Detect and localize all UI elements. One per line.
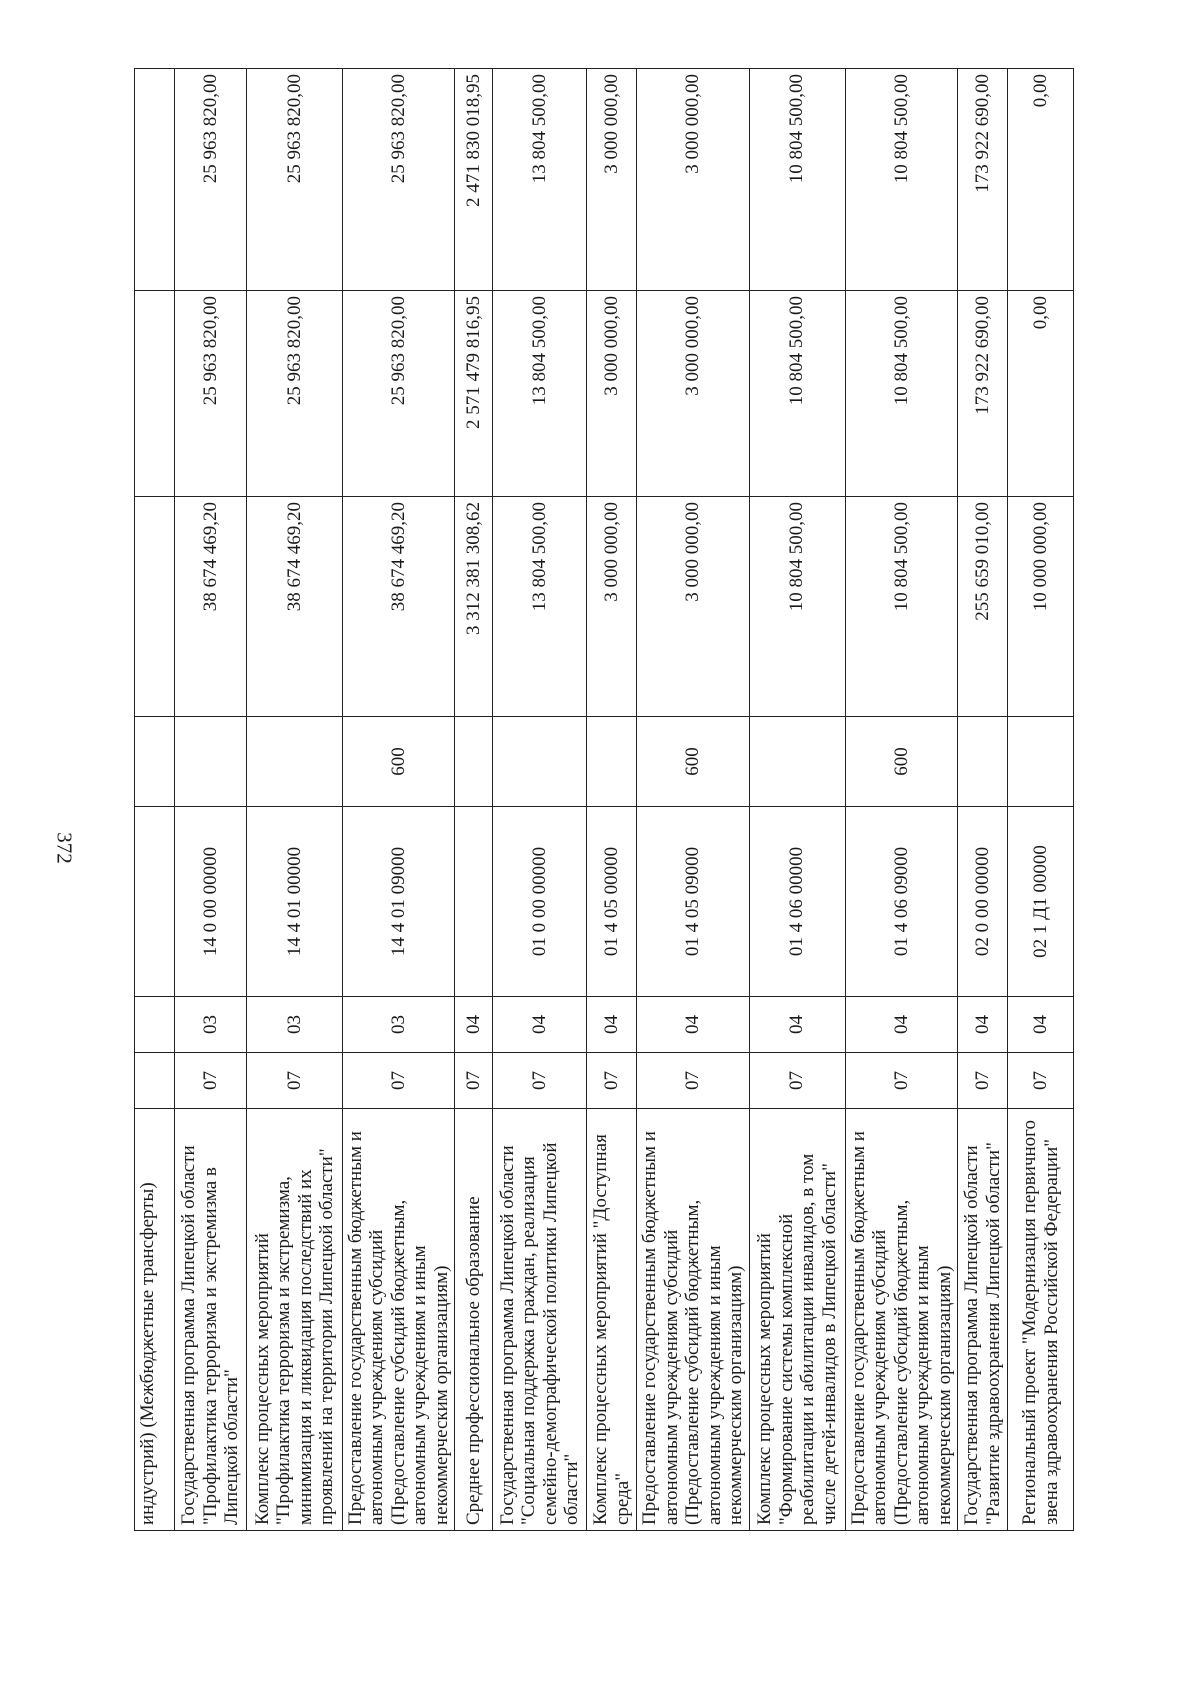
amount-year-2-cell: 3 000 000,00	[637, 291, 749, 497]
target-article-cell: 01 4 05 00000	[587, 807, 637, 997]
amount-year-2-cell: 10 804 500,00	[749, 291, 845, 497]
section-code-cell: 07	[247, 1053, 343, 1109]
target-article-cell: 14 0 00 00000	[175, 807, 247, 997]
row-name-cell: Государственная программа Липецкой области "Социальная поддержка граждан, реализация семейно-демографической политики Липецкой области"	[493, 1109, 587, 1531]
amount-year-2-cell: 25 963 820,00	[247, 291, 343, 497]
section-code-cell: 07	[175, 1053, 247, 1109]
amount-year-3-cell: 10 804 500,00	[749, 69, 845, 291]
row-name-cell: Региональный проект "Модернизация первичного звена здравоохранения Российской Федерации"	[1008, 1109, 1074, 1531]
table-row	[493, 69, 587, 1531]
table-row	[637, 69, 749, 1531]
amount-year-3-cell: 25 963 820,00	[247, 69, 343, 291]
section-code-cell: 07	[343, 1053, 455, 1109]
table-row	[455, 69, 493, 1531]
amount-year-3-cell: 25 963 820,00	[175, 69, 247, 291]
expense-type-cell: 600	[343, 717, 455, 807]
expense-type-cell: 600	[637, 717, 749, 807]
amount-year-1-cell	[135, 497, 175, 717]
section-code-cell: 07	[455, 1053, 493, 1109]
expense-type-cell	[135, 717, 175, 807]
subsection-code-cell: 03	[175, 997, 247, 1053]
expense-type-cell: 600	[845, 717, 957, 807]
subsection-code-cell: 03	[247, 997, 343, 1053]
subsection-code-cell: 04	[455, 997, 493, 1053]
expense-type-cell	[175, 717, 247, 807]
amount-year-3-cell: 10 804 500,00	[845, 69, 957, 291]
row-name-cell: Предоставление государственным бюджетным и автономным учреждениям субсидий (Предоставление субсидий бюджетным, автономным учреждениям и иным некоммерческим организациям)	[845, 1109, 957, 1531]
row-name-cell: Комплекс процессных мероприятий "Профилактика терроризма и экстремизма, минимизация и ликвидация последствий их проявлений на территории Липецкой области"	[247, 1109, 343, 1531]
amount-year-3-cell: 25 963 820,00	[343, 69, 455, 291]
expense-type-cell	[493, 717, 587, 807]
section-code-cell: 07	[845, 1053, 957, 1109]
row-name-cell: Среднее профессиональное образование	[455, 1109, 493, 1531]
target-article-cell: 01 4 06 09000	[845, 807, 957, 997]
subsection-code-cell	[135, 997, 175, 1053]
amount-year-1-cell: 3 000 000,00	[587, 497, 637, 717]
row-name-cell: индустрий) (Межбюджетные трансферты)	[135, 1109, 175, 1531]
section-code-cell: 07	[958, 1053, 1008, 1109]
subsection-code-cell: 03	[343, 997, 455, 1053]
amount-year-2-cell: 3 000 000,00	[587, 291, 637, 497]
table-row	[1008, 69, 1074, 1531]
row-name-cell: Комплекс процессных мероприятий "Формирование системы комплексной реабилитации и абилитации инвалидов, в том числе детей-инвалидов в Липецкой области"	[749, 1109, 845, 1531]
section-code-cell: 07	[1008, 1053, 1074, 1109]
rotated-table-container	[134, 69, 1074, 1531]
row-name-cell: Предоставление государственным бюджетным и автономным учреждениям субсидий (Предоставление субсидий бюджетным, автономным учреждениям и иным некоммерческим организациям)	[343, 1109, 455, 1531]
section-code-cell: 07	[587, 1053, 637, 1109]
amount-year-2-cell	[135, 291, 175, 497]
amount-year-1-cell: 255 659 010,00	[958, 497, 1008, 717]
amount-year-1-cell: 38 674 469,20	[343, 497, 455, 717]
subsection-code-cell: 04	[749, 997, 845, 1053]
amount-year-2-cell: 13 804 500,00	[493, 291, 587, 497]
amount-year-1-cell: 38 674 469,20	[247, 497, 343, 717]
section-code-cell	[135, 1053, 175, 1109]
subsection-code-cell: 04	[845, 997, 957, 1053]
amount-year-2-cell: 0,00	[1008, 291, 1074, 497]
page-number: 372	[52, 832, 77, 864]
row-name-cell: Предоставление государственным бюджетным и автономным учреждениям субсидий (Предоставление субсидий бюджетным, автономным учреждениям и иным некоммерческим организациям)	[637, 1109, 749, 1531]
target-article-cell	[135, 807, 175, 997]
table-row	[175, 69, 247, 1531]
amount-year-3-cell: 173 922 690,00	[958, 69, 1008, 291]
amount-year-3-cell: 3 000 000,00	[637, 69, 749, 291]
amount-year-3-cell: 13 804 500,00	[493, 69, 587, 291]
target-article-cell: 14 4 01 00000	[247, 807, 343, 997]
target-article-cell: 02 0 00 00000	[958, 807, 1008, 997]
amount-year-1-cell: 10 804 500,00	[749, 497, 845, 717]
target-article-cell	[455, 807, 493, 997]
target-article-cell: 01 4 06 00000	[749, 807, 845, 997]
row-name-cell: Государственная программа Липецкой области "Профилактика терроризма и экстремизма в Липецкой области"	[175, 1109, 247, 1531]
row-name-cell: Комплекс процессных мероприятий "Доступная среда"	[587, 1109, 637, 1531]
section-code-cell: 07	[637, 1053, 749, 1109]
subsection-code-cell: 04	[587, 997, 637, 1053]
subsection-code-cell: 04	[637, 997, 749, 1053]
table-body	[135, 69, 1074, 1531]
expense-type-cell	[455, 717, 493, 807]
expense-type-cell	[247, 717, 343, 807]
amount-year-1-cell: 10 804 500,00	[845, 497, 957, 717]
amount-year-1-cell: 3 000 000,00	[637, 497, 749, 717]
subsection-code-cell: 04	[958, 997, 1008, 1053]
expense-type-cell	[958, 717, 1008, 807]
table-row	[845, 69, 957, 1531]
budget-table	[134, 68, 1074, 1531]
expense-type-cell	[587, 717, 637, 807]
amount-year-1-cell: 38 674 469,20	[175, 497, 247, 717]
table-row	[958, 69, 1008, 1531]
table-row	[135, 69, 175, 1531]
target-article-cell: 01 0 00 00000	[493, 807, 587, 997]
section-code-cell: 07	[493, 1053, 587, 1109]
amount-year-3-cell: 2 471 830 018,95	[455, 69, 493, 291]
expense-type-cell	[1008, 717, 1074, 807]
row-name-cell: Государственная программа Липецкой области "Развитие здравоохранения Липецкой области"	[958, 1109, 1008, 1531]
amount-year-1-cell: 3 312 381 308,62	[455, 497, 493, 717]
amount-year-3-cell: 0,00	[1008, 69, 1074, 291]
amount-year-2-cell: 2 571 479 816,95	[455, 291, 493, 497]
amount-year-2-cell: 25 963 820,00	[175, 291, 247, 497]
amount-year-2-cell: 10 804 500,00	[845, 291, 957, 497]
amount-year-1-cell: 13 804 500,00	[493, 497, 587, 717]
subsection-code-cell: 04	[1008, 997, 1074, 1053]
target-article-cell: 14 4 01 09000	[343, 807, 455, 997]
subsection-code-cell: 04	[493, 997, 587, 1053]
table-row	[247, 69, 343, 1531]
expense-type-cell	[749, 717, 845, 807]
table-row	[749, 69, 845, 1531]
target-article-cell: 01 4 05 09000	[637, 807, 749, 997]
amount-year-1-cell: 10 000 000,00	[1008, 497, 1074, 717]
amount-year-2-cell: 173 922 690,00	[958, 291, 1008, 497]
amount-year-3-cell	[135, 69, 175, 291]
target-article-cell: 02 1 Д1 00000	[1008, 807, 1074, 997]
amount-year-3-cell: 3 000 000,00	[587, 69, 637, 291]
section-code-cell: 07	[749, 1053, 845, 1109]
table-row	[587, 69, 637, 1531]
amount-year-2-cell: 25 963 820,00	[343, 291, 455, 497]
table-row	[343, 69, 455, 1531]
